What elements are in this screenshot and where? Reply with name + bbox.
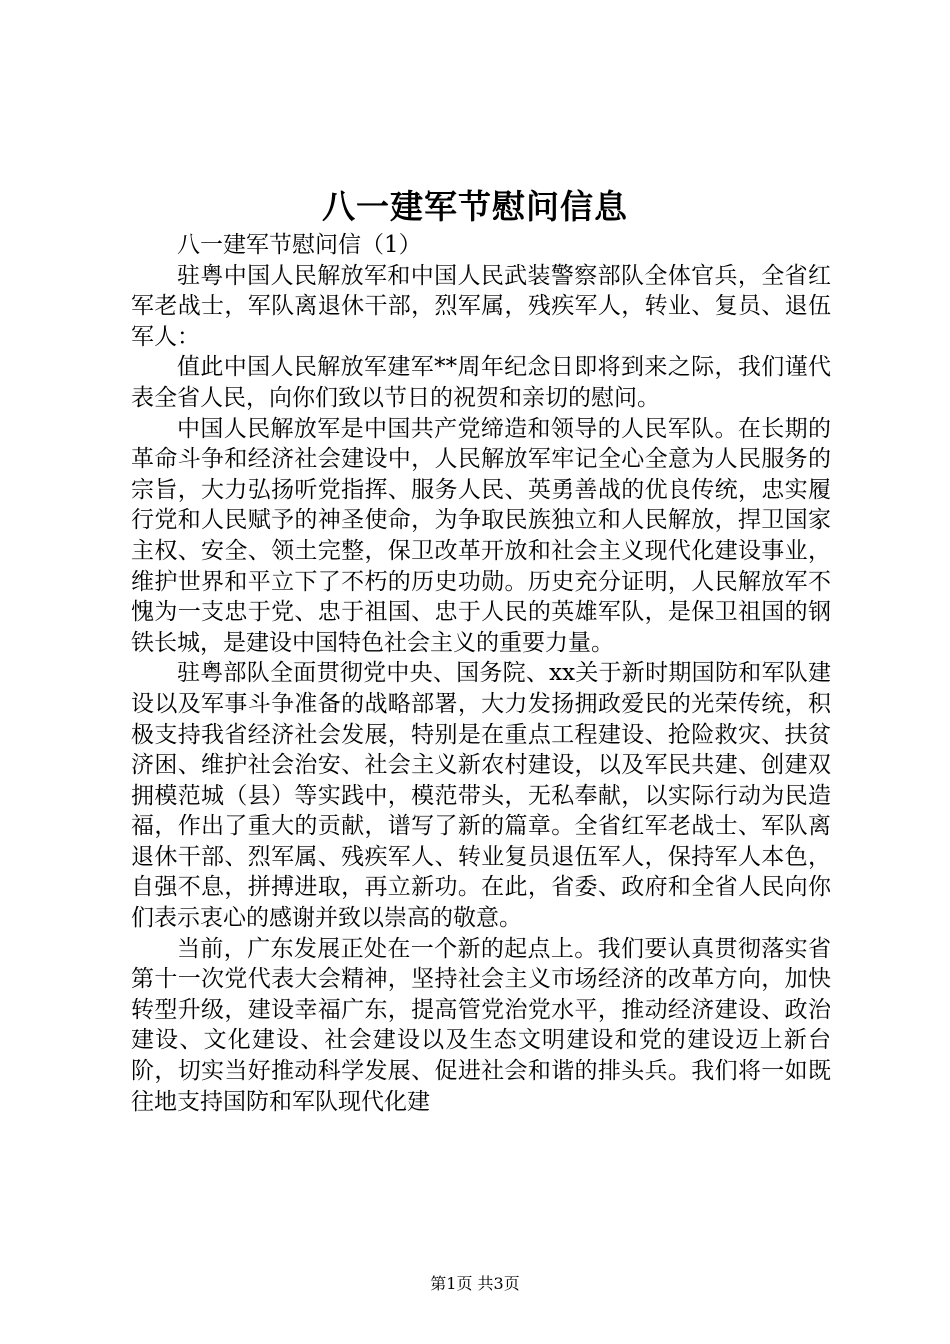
paragraph: 驻粤部队全面贯彻党中央、国务院、xx关于新时期国防和军队建设以及军事斗争准备的战略部署，大力发扬拥政爱民的光荣传统，积极支持我省经济社会发展，特别是在重点工程建设、抢险救灾、扶贫济困、维护社会治安、社会主义新农村建设，以及军民共建、创建双拥模范城（县）等实践中，模范带头，无私奉献，以实际行动为民造福，作出了重大的贡献，谱写了新的篇章。全省红军老战士、军队离退休干部、烈军属、残疾军人、转业复员退伍军人，保持军人本色，自强不息，拼搏进取，再立新功。在此，省委、政府和全省人民向你们表示衷心的感谢并致以崇高的敬意。 [131,660,831,932]
page-number: 第1页 [430,1274,473,1293]
page-footer [0,1273,950,1295]
document-title: 八一建军节慰问信息 [322,187,628,226]
paragraph: 值此中国人民解放军建军**周年纪念日即将到来之际，我们谨代表全省人民，向你们致以节日的祝贺和亲切的慰问。 [131,354,831,411]
paragraph: 当前，广东发展正处在一个新的起点上。我们要认真贯彻落实省第十一次党代表大会精神，坚持社会主义市场经济的改革方向，加快转型升级，建设幸福广东，提高管党治党水平，推动经济建设、政治建设、文化建设、社会建设以及生态文明建设和党的建设迈上新台阶，切实当好推动科学发展、促进社会和谐的排头兵。我们将一如既往地支持国防和军队现代化建 [131,935,831,1115]
document-body [131,230,831,1117]
paragraph: 中国人民解放军是中国共产党缔造和领导的人民军队。在长期的革命斗争和经济社会建设中，人民解放军牢记全心全意为人民服务的宗旨，大力弘扬听党指挥、服务人民、英勇善战的优良传统，忠实履行党和人民赋予的神圣使命，为争取民族独立和人民解放，捍卫国家主权、安全、领土完整，保卫改革开放和社会主义现代化建设事业，维护世界和平立下了不朽的历史功勋。历史充分证明，人民解放军不愧为一支忠于党、忠于祖国、忠于人民的英雄军队，是保卫祖国的钢铁长城，是建设中国特色社会主义的重要力量。 [131,415,831,656]
page-total: 共3页 [477,1274,520,1293]
paragraph-salutation: 驻粤中国人民解放军和中国人民武装警察部队全体官兵，全省红军老战士，军队离退休干部，烈军属，残疾军人，转业、复员、退伍军人： [131,262,831,350]
paragraph-subtitle: 八一建军节慰问信（1） [177,232,422,258]
